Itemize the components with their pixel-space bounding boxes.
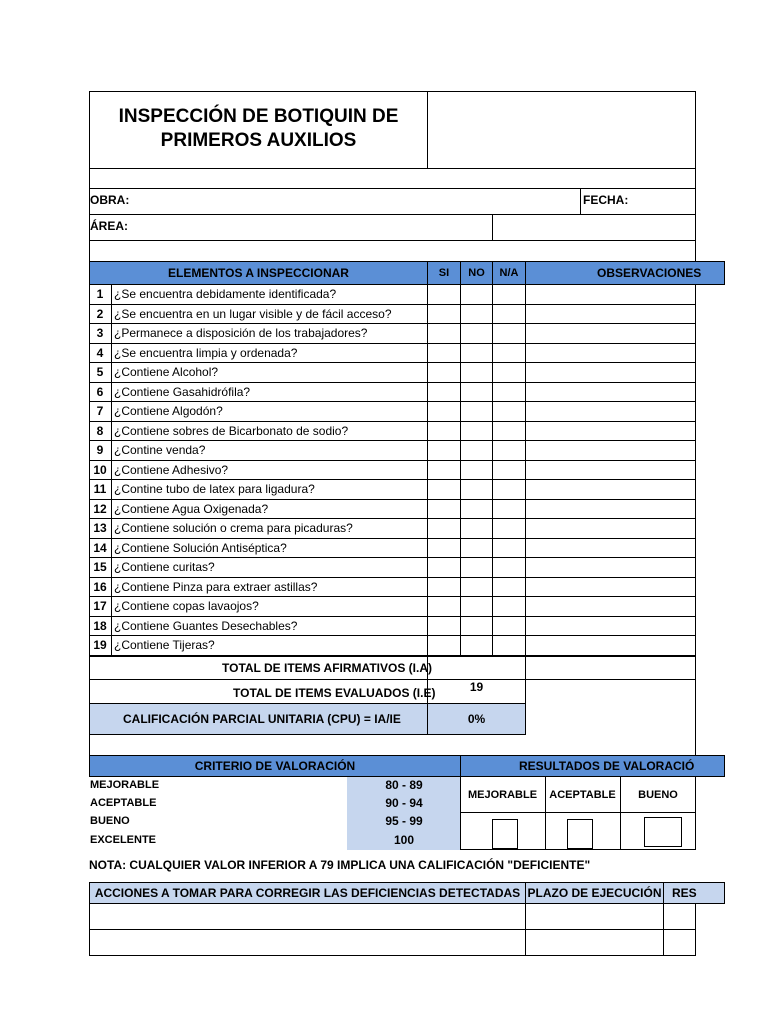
- item-number: 17: [93, 599, 107, 613]
- item-number: 19: [93, 638, 107, 652]
- plazo-header: PLAZO DE EJECUCIÓN: [527, 886, 662, 900]
- obra-row: [89, 188, 581, 215]
- fecha-label: FECHA:: [583, 193, 629, 207]
- item-no-cell[interactable]: [460, 596, 493, 617]
- item-question: ¿Contiene solución o crema para picaduras?: [114, 521, 353, 535]
- item-obs-cell[interactable]: [525, 343, 696, 363]
- item-obs-cell[interactable]: [525, 460, 696, 480]
- item-obs-cell[interactable]: [525, 518, 696, 539]
- item-no-cell[interactable]: [460, 343, 493, 363]
- item-no-cell[interactable]: [460, 304, 493, 324]
- criterio-range: 100: [393, 833, 415, 847]
- acciones-header: ACCIONES A TOMAR PARA CORREGIR LAS DEFICIENCIAS DETECTADAS: [94, 886, 521, 900]
- item-obs-cell[interactable]: [525, 557, 696, 578]
- res-row-1[interactable]: [663, 903, 696, 930]
- item-obs-cell[interactable]: [525, 499, 696, 519]
- item-si-cell[interactable]: [427, 440, 461, 461]
- item-no-cell[interactable]: [460, 518, 493, 539]
- resultado-checkbox-mejorable[interactable]: [492, 819, 518, 849]
- item-si-cell[interactable]: [427, 460, 461, 480]
- total-ie-value: 19: [469, 680, 484, 694]
- item-no-cell[interactable]: [460, 440, 493, 461]
- resultados-header-label: RESULTADOS DE VALORACIÓ: [519, 759, 695, 773]
- item-obs-cell[interactable]: [525, 323, 696, 344]
- item-si-cell[interactable]: [427, 304, 461, 324]
- item-question: ¿Contiene copas lavaojos?: [114, 599, 259, 613]
- item-na-cell[interactable]: [492, 323, 526, 344]
- item-no-cell[interactable]: [460, 382, 493, 402]
- item-obs-cell[interactable]: [525, 440, 696, 461]
- title-line-1: INSPECCIÓN DE BOTIQUIN DE: [118, 106, 399, 127]
- item-si-cell[interactable]: [427, 499, 461, 519]
- plazo-row-1[interactable]: [525, 903, 664, 930]
- item-number: 2: [96, 307, 104, 321]
- item-no-cell[interactable]: [460, 362, 493, 383]
- item-na-cell[interactable]: [492, 479, 526, 500]
- item-question: ¿Contiene Adhesivo?: [114, 463, 229, 477]
- item-no-cell[interactable]: [460, 284, 493, 305]
- item-obs-cell[interactable]: [525, 479, 696, 500]
- item-number: 7: [96, 404, 104, 418]
- nota-text: NOTA: CUALQUIER VALOR INFERIOR A 79 IMPLICA UNA CALIFICACIÓN "DEFICIENTE": [89, 858, 591, 872]
- item-no-cell[interactable]: [460, 557, 493, 578]
- item-no-cell[interactable]: [460, 616, 493, 636]
- area-value-cell[interactable]: [492, 214, 696, 241]
- item-number: 3: [96, 326, 104, 340]
- area-label: ÁREA:: [90, 219, 128, 233]
- item-number: 6: [96, 385, 104, 399]
- item-si-cell[interactable]: [427, 635, 461, 656]
- criterio-label: ACEPTABLE: [90, 797, 157, 809]
- item-no-cell[interactable]: [460, 421, 493, 441]
- item-no-cell[interactable]: [460, 479, 493, 500]
- header-na-label: N/A: [499, 267, 519, 279]
- item-question: ¿Contiene Pinza para extraer astillas?: [114, 580, 318, 594]
- cpu-value: 0%: [467, 712, 486, 726]
- plazo-row-2[interactable]: [525, 929, 664, 956]
- item-si-cell[interactable]: [427, 596, 461, 617]
- item-si-cell[interactable]: [427, 518, 461, 539]
- item-number: 11: [93, 482, 107, 496]
- header-observaciones-label: OBSERVACIONES: [597, 266, 702, 280]
- accion-row-2[interactable]: [89, 929, 526, 956]
- criterio-label: EXCELENTE: [90, 834, 157, 846]
- item-si-cell[interactable]: [427, 557, 461, 578]
- item-question: ¿Contiene Agua Oxigenada?: [114, 502, 269, 516]
- item-na-cell[interactable]: [492, 284, 526, 305]
- item-obs-cell[interactable]: [525, 596, 696, 617]
- item-si-cell[interactable]: [427, 382, 461, 402]
- item-na-cell[interactable]: [492, 577, 526, 597]
- criterio-label: BUENO: [90, 815, 130, 827]
- item-question: ¿Contiene Guantes Desechables?: [114, 619, 298, 633]
- criterio-range: 90 - 94: [385, 796, 423, 810]
- item-na-cell[interactable]: [492, 538, 526, 558]
- item-si-cell[interactable]: [427, 421, 461, 441]
- item-number: 9: [96, 443, 104, 457]
- item-question: ¿Se encuentra limpia y ordenada?: [114, 346, 298, 360]
- item-number: 10: [93, 463, 107, 477]
- header-elements-label: ELEMENTOS A INSPECCIONAR: [168, 266, 349, 280]
- resultado-checkbox-aceptable[interactable]: [567, 819, 593, 849]
- item-number: 4: [96, 346, 104, 360]
- total-ia-value[interactable]: [427, 656, 526, 680]
- item-si-cell[interactable]: [427, 577, 461, 597]
- item-number: 14: [93, 541, 107, 555]
- cpu-label: CALIFICACIÓN PARCIAL UNITARIA (CPU) = IA/IE: [123, 712, 401, 726]
- item-na-cell[interactable]: [492, 596, 526, 617]
- accion-row-1[interactable]: [89, 903, 526, 930]
- item-no-cell[interactable]: [460, 401, 493, 422]
- item-question: ¿Contiene Solución Antiséptica?: [114, 541, 287, 555]
- item-obs-cell[interactable]: [525, 362, 696, 383]
- item-si-cell[interactable]: [427, 479, 461, 500]
- item-si-cell[interactable]: [427, 284, 461, 305]
- total-ie-label: TOTAL DE ITEMS EVALUADOS (I.E): [233, 686, 436, 700]
- resultado-checkbox-bueno[interactable]: [644, 817, 682, 847]
- item-si-cell[interactable]: [427, 362, 461, 383]
- item-no-cell[interactable]: [460, 323, 493, 344]
- item-si-cell[interactable]: [427, 323, 461, 344]
- item-no-cell[interactable]: [460, 499, 493, 519]
- item-question: ¿Permanece a disposición de los trabajadores?: [114, 326, 368, 340]
- item-no-cell[interactable]: [460, 460, 493, 480]
- item-na-cell[interactable]: [492, 440, 526, 461]
- item-si-cell[interactable]: [427, 401, 461, 422]
- item-number: 1: [96, 287, 104, 301]
- item-si-cell[interactable]: [427, 343, 461, 363]
- item-obs-cell[interactable]: [525, 284, 696, 305]
- item-obs-cell[interactable]: [525, 382, 696, 402]
- item-no-cell[interactable]: [460, 577, 493, 597]
- item-na-cell[interactable]: [492, 518, 526, 539]
- item-no-cell[interactable]: [460, 538, 493, 558]
- item-obs-cell[interactable]: [525, 421, 696, 441]
- total-ia-obs: [525, 656, 696, 680]
- item-na-cell[interactable]: [492, 362, 526, 383]
- item-na-cell[interactable]: [492, 421, 526, 441]
- item-obs-cell[interactable]: [525, 538, 696, 558]
- item-obs-cell[interactable]: [525, 577, 696, 597]
- item-question: ¿Contiene Alcohol?: [114, 365, 219, 379]
- item-question: ¿Contiene Algodón?: [114, 404, 223, 418]
- item-question: ¿Se encuentra en un lugar visible y de fácil acceso?: [114, 307, 392, 321]
- total-ia-label: TOTAL DE ITEMS AFIRMATIVOS (I.A): [222, 661, 432, 675]
- item-question: ¿Contiene sobres de Bicarbonato de sodio?: [114, 424, 349, 438]
- resultado-col-aceptable: ACEPTABLE: [549, 789, 616, 801]
- item-question: ¿Contiene curitas?: [114, 560, 215, 574]
- item-question: ¿Contiene Tijeras?: [114, 638, 215, 652]
- item-na-cell[interactable]: [492, 635, 526, 656]
- item-na-cell[interactable]: [492, 616, 526, 636]
- criterio-range: 80 - 89: [385, 778, 423, 792]
- area-row: [89, 214, 493, 241]
- item-si-cell[interactable]: [427, 538, 461, 558]
- item-na-cell[interactable]: [492, 304, 526, 324]
- item-obs-cell[interactable]: [525, 401, 696, 422]
- form-title: [90, 105, 427, 153]
- obra-label: OBRA:: [90, 193, 130, 207]
- item-number: 13: [93, 521, 107, 535]
- criterio-range: 95 - 99: [385, 814, 423, 828]
- item-obs-cell[interactable]: [525, 304, 696, 324]
- resultado-col-bueno: BUENO: [638, 789, 678, 801]
- item-na-cell[interactable]: [492, 460, 526, 480]
- header-no-label: NO: [468, 267, 485, 279]
- item-number: 12: [93, 502, 107, 516]
- item-obs-cell[interactable]: [525, 635, 696, 656]
- item-number: 16: [93, 580, 107, 594]
- item-number: 15: [93, 560, 107, 574]
- item-na-cell[interactable]: [492, 557, 526, 578]
- item-obs-cell[interactable]: [525, 616, 696, 636]
- title-line-2: PRIMEROS AUXILIOS: [160, 130, 357, 151]
- item-question: ¿Contine venda?: [114, 443, 206, 457]
- item-number: 18: [93, 619, 107, 633]
- logo-box: [427, 91, 696, 169]
- item-na-cell[interactable]: [492, 401, 526, 422]
- criterio-header-label: CRITERIO DE VALORACIÓN: [194, 759, 356, 773]
- item-na-cell[interactable]: [492, 343, 526, 363]
- item-number: 8: [96, 424, 104, 438]
- item-si-cell[interactable]: [427, 616, 461, 636]
- item-question: ¿Contine tubo de latex para ligadura?: [114, 482, 315, 496]
- res-row-2[interactable]: [663, 929, 696, 956]
- item-number: 5: [96, 365, 104, 379]
- header-si-label: SI: [438, 267, 450, 279]
- item-no-cell[interactable]: [460, 635, 493, 656]
- resultado-col-mejorable: MEJORABLE: [467, 789, 538, 801]
- item-na-cell[interactable]: [492, 382, 526, 402]
- item-na-cell[interactable]: [492, 499, 526, 519]
- res-header: RES: [672, 886, 697, 900]
- item-question: ¿Contiene Gasahidrófila?: [114, 385, 251, 399]
- criterio-label: MEJORABLE: [90, 779, 160, 791]
- item-question: ¿Se encuentra debidamente identificada?: [114, 287, 337, 301]
